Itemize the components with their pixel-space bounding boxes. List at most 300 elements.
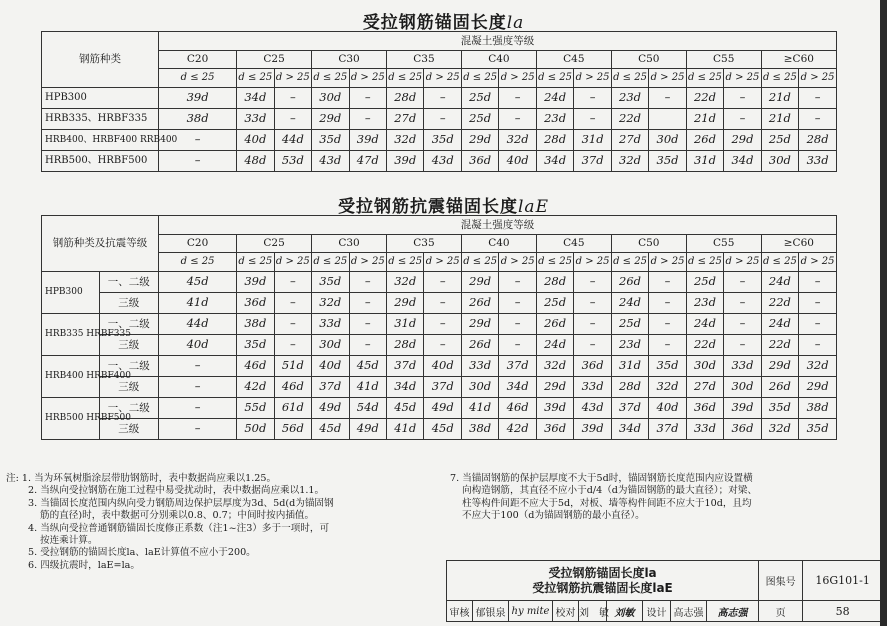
title-block-title: [447, 561, 759, 601]
t2-value-cell: –: [649, 272, 686, 293]
t2-value-cell: 39d: [237, 272, 274, 293]
t2-diameter-subheader: d ≤ 25: [611, 253, 648, 272]
t1-value-cell: 31d: [686, 151, 723, 172]
t1-value-cell: –: [799, 109, 837, 130]
t2-value-cell: 24d: [536, 335, 573, 356]
t2-value-cell: 26d: [461, 335, 498, 356]
t2-row: [42, 356, 837, 377]
t2-grade-header: C25: [237, 235, 312, 253]
t2-value-cell: 29d: [536, 377, 573, 398]
t2-seismic-level: 一、二级: [99, 398, 159, 419]
t2-value-cell: –: [724, 335, 761, 356]
t2-value-cell: 32d: [386, 272, 423, 293]
table-seismic-anchorage-length: [41, 215, 837, 440]
reviewer-name: 郁银泉: [473, 601, 509, 622]
t1-steel-type: HRB500、HRBF500: [42, 151, 159, 172]
t1-row: [42, 109, 837, 130]
design-label: 设计: [643, 601, 671, 622]
t1-diameter-subheader: d ≤ 25: [761, 69, 798, 88]
t2-value-cell: –: [499, 272, 536, 293]
title-block-line1: 受拉钢筋锚固长度la: [548, 565, 657, 580]
t2-value-cell: 55d: [237, 398, 274, 419]
t2-diameter-subheader: d ≤ 25: [386, 253, 423, 272]
t1-value-cell: –: [159, 151, 237, 172]
t1-diameter-subheader: d > 25: [274, 69, 311, 88]
t2-value-cell: 45d: [386, 398, 423, 419]
t1-value-cell: 21d: [686, 109, 723, 130]
t2-seismic-level: 三级: [99, 293, 159, 314]
t2-value-cell: 45d: [159, 272, 237, 293]
t2-value-cell: 35d: [649, 356, 686, 377]
t2-value-cell: 40d: [649, 398, 686, 419]
t2-value-cell: –: [274, 335, 311, 356]
t2-value-cell: 32d: [649, 377, 686, 398]
note-line: 注: 1. 当为环氧树脂涂层带肋钢筋时，表中数据尚应乘以1.25。: [6, 473, 277, 484]
t1-value-cell: 27d: [386, 109, 423, 130]
t1-concrete-grade-header: 混凝土强度等级: [159, 32, 837, 51]
t2-value-cell: 34d: [611, 419, 648, 440]
t1-value-cell: 31d: [574, 130, 611, 151]
t2-value-cell: 28d: [536, 272, 573, 293]
t1-grade-header: C30: [312, 51, 387, 69]
t2-value-cell: 41d: [461, 398, 498, 419]
t1-value-cell: –: [574, 88, 611, 109]
t2-row: [42, 419, 837, 440]
t2-value-cell: 25d: [686, 272, 723, 293]
t1-value-cell: 29d: [724, 130, 761, 151]
t1-value-cell: 30d: [649, 130, 686, 151]
table2-title-symbol: laE: [518, 197, 549, 217]
t2-value-cell: 37d: [424, 377, 461, 398]
t2-grade-header: C50: [611, 235, 686, 253]
t2-value-cell: 26d: [536, 314, 573, 335]
t2-value-cell: 33d: [686, 419, 723, 440]
t2-value-cell: 36d: [536, 419, 573, 440]
t1-grade-header: C25: [237, 51, 312, 69]
t2-value-cell: 30d: [461, 377, 498, 398]
t1-value-cell: 28d: [386, 88, 423, 109]
note-line: 2. 当纵向受拉钢筋在施工过程中易受扰动时，表中数据尚应乘以1.1。: [28, 485, 325, 497]
t2-grade-header: ≥C60: [761, 235, 836, 253]
note-line: 4. 当纵向受拉普通钢筋锚固长度修正系数（注1~注3）多于一项时，可: [28, 522, 330, 534]
t2-value-cell: –: [574, 272, 611, 293]
t1-value-cell: 53d: [274, 151, 311, 172]
note-line: 按连乘计算。: [40, 535, 98, 547]
t2-value-cell: 32d: [312, 293, 349, 314]
t2-grade-header: C30: [312, 235, 387, 253]
t1-value-cell: 34d: [536, 151, 573, 172]
t1-grade-header: C50: [611, 51, 686, 69]
t2-grade-header: C20: [159, 235, 237, 253]
t2-value-cell: –: [274, 293, 311, 314]
t2-value-cell: –: [424, 272, 461, 293]
t2-value-cell: –: [799, 272, 837, 293]
t2-diameter-subheader: d > 25: [724, 253, 761, 272]
t1-value-cell: 22d: [611, 109, 648, 130]
t2-value-cell: –: [799, 293, 837, 314]
t2-value-cell: 49d: [349, 419, 386, 440]
t1-value-cell: 34d: [724, 151, 761, 172]
t2-value-cell: –: [499, 335, 536, 356]
table1-title-symbol: la: [506, 13, 525, 33]
t2-grade-header: C55: [686, 235, 761, 253]
t1-value-cell: 43d: [424, 151, 461, 172]
t1-grade-header: C35: [386, 51, 461, 69]
t2-value-cell: 46d: [274, 377, 311, 398]
t2-value-cell: –: [349, 314, 386, 335]
t2-value-cell: 41d: [349, 377, 386, 398]
t1-value-cell: 30d: [312, 88, 349, 109]
note-line: 6. 四级抗震时，laE=la。: [28, 559, 140, 571]
t2-steel-group: HRB400 HRBF400: [42, 356, 100, 398]
t1-value-cell: 39d: [159, 88, 237, 109]
t2-value-cell: 30d: [686, 356, 723, 377]
t2-value-cell: 29d: [761, 356, 798, 377]
t2-value-cell: 22d: [761, 293, 798, 314]
t1-value-cell: 25d: [461, 88, 498, 109]
page-number: 58: [803, 601, 883, 622]
t1-diameter-subheader: d > 25: [574, 69, 611, 88]
t2-diameter-subheader: d > 25: [274, 253, 311, 272]
t2-value-cell: 32d: [799, 356, 837, 377]
t2-grade-header: C35: [386, 235, 461, 253]
note-line: 向构造钢筋，其直径不应小于d/4（d为锚固钢筋的最大直径）；对梁、: [462, 485, 758, 497]
t1-diameter-subheader: d ≤ 25: [461, 69, 498, 88]
t2-value-cell: 30d: [312, 335, 349, 356]
t1-diameter-subheader: d > 25: [349, 69, 386, 88]
t2-diameter-subheader: d ≤ 25: [312, 253, 349, 272]
t2-value-cell: –: [574, 293, 611, 314]
t2-value-cell: 31d: [611, 356, 648, 377]
t1-steel-type: HPB300: [42, 88, 159, 109]
t1-value-cell: –: [159, 130, 237, 151]
t2-value-cell: –: [424, 335, 461, 356]
t1-value-cell: –: [274, 109, 311, 130]
t2-value-cell: –: [799, 314, 837, 335]
t2-seismic-level: 三级: [99, 419, 159, 440]
t2-value-cell: 23d: [611, 335, 648, 356]
t2-value-cell: 39d: [536, 398, 573, 419]
t2-value-cell: 32d: [761, 419, 798, 440]
t1-diameter-subheader: d ≤ 25: [312, 69, 349, 88]
t1-diameter-subheader: d > 25: [724, 69, 761, 88]
table1-title-text: 受拉钢筋锚固长度: [362, 13, 507, 33]
t1-value-cell: –: [424, 88, 461, 109]
t2-diameter-subheader: d ≤ 25: [159, 253, 237, 272]
t2-value-cell: 30d: [724, 377, 761, 398]
t2-value-cell: 49d: [424, 398, 461, 419]
t1-value-cell: [649, 109, 686, 130]
t2-diameter-subheader: d ≤ 25: [461, 253, 498, 272]
t2-value-cell: 42d: [499, 419, 536, 440]
note-line: 3. 当锚固长度范围内纵向受力钢筋周边保护层厚度为3d、5d(d为锚固钢: [28, 497, 334, 509]
scan-edge: [880, 0, 887, 626]
t1-value-cell: 23d: [611, 88, 648, 109]
t2-value-cell: 27d: [686, 377, 723, 398]
table2-title-text: 受拉钢筋抗震锚固长度: [338, 197, 518, 217]
t2-value-cell: 56d: [274, 419, 311, 440]
t2-steel-group: HPB300: [42, 272, 100, 314]
t1-value-cell: 33d: [799, 151, 837, 172]
t2-value-cell: 28d: [611, 377, 648, 398]
t2-diameter-subheader: d > 25: [349, 253, 386, 272]
notes-left: [6, 473, 334, 572]
t2-value-cell: 44d: [159, 314, 237, 335]
t1-value-cell: 35d: [649, 151, 686, 172]
t1-value-cell: 39d: [386, 151, 423, 172]
t2-value-cell: –: [274, 272, 311, 293]
t2-value-cell: 49d: [312, 398, 349, 419]
t2-diameter-subheader: d > 25: [424, 253, 461, 272]
t2-diameter-subheader: d ≤ 25: [536, 253, 573, 272]
t2-seismic-level: 三级: [99, 377, 159, 398]
t2-value-cell: 61d: [274, 398, 311, 419]
t2-value-cell: 45d: [349, 356, 386, 377]
title-block: [446, 560, 882, 621]
t2-diameter-subheader: d > 25: [499, 253, 536, 272]
t2-diameter-subheader: d > 25: [649, 253, 686, 272]
t2-value-cell: 43d: [574, 398, 611, 419]
t2-type-header: 钢筋种类及抗震等级: [42, 216, 159, 272]
t1-diameter-subheader: d ≤ 25: [611, 69, 648, 88]
t1-value-cell: –: [499, 109, 536, 130]
t2-value-cell: 38d: [461, 419, 498, 440]
t1-diameter-subheader: d ≤ 25: [686, 69, 723, 88]
t2-value-cell: 45d: [424, 419, 461, 440]
t1-value-cell: 22d: [686, 88, 723, 109]
t1-steel-type: HRB335、HRBF335: [42, 109, 159, 130]
t1-diameter-subheader: d ≤ 25: [386, 69, 423, 88]
t2-row: [42, 398, 837, 419]
t1-value-cell: –: [499, 88, 536, 109]
designer-name: 高志强: [671, 601, 707, 622]
note-line: 筋的直径)时，表中数据可分别乘以0.8、0.7；中间时按内插值。: [40, 510, 315, 522]
check-label: 校对: [553, 601, 579, 622]
t2-value-cell: 36d: [686, 398, 723, 419]
t1-value-cell: 27d: [611, 130, 648, 151]
t2-value-cell: 36d: [574, 356, 611, 377]
t1-value-cell: 48d: [237, 151, 274, 172]
t2-value-cell: –: [499, 293, 536, 314]
t1-value-cell: –: [724, 109, 761, 130]
t2-diameter-subheader: d > 25: [799, 253, 837, 272]
t1-value-cell: –: [649, 88, 686, 109]
t2-value-cell: 22d: [761, 335, 798, 356]
t1-value-cell: –: [724, 88, 761, 109]
t2-value-cell: 54d: [349, 398, 386, 419]
t2-value-cell: 50d: [237, 419, 274, 440]
t2-value-cell: –: [274, 314, 311, 335]
t2-value-cell: 29d: [386, 293, 423, 314]
t2-value-cell: 32d: [536, 356, 573, 377]
t1-value-cell: 47d: [349, 151, 386, 172]
t1-grade-header: C55: [686, 51, 761, 69]
t1-value-cell: –: [274, 88, 311, 109]
t1-diameter-subheader: d ≤ 25: [536, 69, 573, 88]
t2-value-cell: –: [159, 419, 237, 440]
t2-value-cell: 35d: [312, 272, 349, 293]
t2-value-cell: 46d: [237, 356, 274, 377]
t1-value-cell: 44d: [274, 130, 311, 151]
page-label: 页: [759, 601, 803, 622]
t1-value-cell: 29d: [461, 130, 498, 151]
t2-value-cell: 37d: [649, 419, 686, 440]
t2-value-cell: 35d: [799, 419, 837, 440]
t2-value-cell: 41d: [386, 419, 423, 440]
t2-value-cell: 24d: [761, 272, 798, 293]
t2-value-cell: 39d: [574, 419, 611, 440]
t2-value-cell: 34d: [386, 377, 423, 398]
t2-value-cell: 25d: [536, 293, 573, 314]
note-line: 7. 当锚固钢筋的保护层厚度不大于5d时，锚固钢筋长度范围内应设置横: [450, 473, 753, 484]
checker-signature: 刘敏: [607, 601, 643, 622]
t1-diameter-subheader: d > 25: [799, 69, 837, 88]
t2-value-cell: –: [799, 335, 837, 356]
t2-row: [42, 377, 837, 398]
t2-grade-header: C45: [536, 235, 611, 253]
t2-value-cell: 39d: [724, 398, 761, 419]
t1-value-cell: 25d: [461, 109, 498, 130]
t1-value-cell: –: [349, 88, 386, 109]
t2-row: [42, 293, 837, 314]
t1-diameter-subheader: d > 25: [424, 69, 461, 88]
t2-value-cell: 22d: [686, 335, 723, 356]
t2-value-cell: 37d: [611, 398, 648, 419]
t2-value-cell: 29d: [461, 314, 498, 335]
t2-value-cell: –: [574, 314, 611, 335]
atlas-label: 图集号: [759, 561, 803, 601]
t2-value-cell: 51d: [274, 356, 311, 377]
t2-diameter-subheader: d ≤ 25: [761, 253, 798, 272]
title-block-line2: 受拉钢筋抗震锚固长度laE: [532, 580, 673, 595]
t2-diameter-subheader: d > 25: [574, 253, 611, 272]
t2-value-cell: –: [724, 314, 761, 335]
t1-value-cell: –: [349, 109, 386, 130]
t1-row: [42, 151, 837, 172]
t1-value-cell: 43d: [312, 151, 349, 172]
t2-value-cell: 37d: [499, 356, 536, 377]
t2-value-cell: 26d: [461, 293, 498, 314]
t1-value-cell: 21d: [761, 109, 798, 130]
t1-value-cell: 40d: [237, 130, 274, 151]
t2-value-cell: –: [649, 335, 686, 356]
t1-value-cell: 26d: [686, 130, 723, 151]
t2-diameter-subheader: d ≤ 25: [237, 253, 274, 272]
t2-value-cell: –: [159, 356, 237, 377]
t1-grade-header: ≥C60: [761, 51, 836, 69]
t2-value-cell: 33d: [574, 377, 611, 398]
t1-diameter-subheader: d ≤ 25: [159, 69, 237, 88]
t2-diameter-subheader: d ≤ 25: [686, 253, 723, 272]
t2-value-cell: 37d: [386, 356, 423, 377]
reviewer-signature: hy mite: [509, 601, 553, 622]
t2-value-cell: 36d: [237, 293, 274, 314]
t1-row: [42, 88, 837, 109]
t2-row: [42, 314, 837, 335]
t2-value-cell: 38d: [237, 314, 274, 335]
t1-value-cell: 25d: [761, 130, 798, 151]
t2-value-cell: 33d: [724, 356, 761, 377]
note-line: 5. 受拉钢筋的锚固长度la、laE计算值不应小于200。: [28, 547, 256, 559]
t2-value-cell: –: [724, 272, 761, 293]
t2-value-cell: 28d: [386, 335, 423, 356]
t2-value-cell: –: [349, 335, 386, 356]
t2-value-cell: 40d: [159, 335, 237, 356]
t2-value-cell: 24d: [611, 293, 648, 314]
t1-value-cell: 28d: [799, 130, 837, 151]
t2-value-cell: 34d: [499, 377, 536, 398]
t2-value-cell: –: [724, 293, 761, 314]
t1-value-cell: –: [574, 109, 611, 130]
t1-diameter-subheader: d > 25: [499, 69, 536, 88]
t2-row: [42, 272, 837, 293]
t1-value-cell: 34d: [237, 88, 274, 109]
t2-value-cell: 46d: [499, 398, 536, 419]
t1-value-cell: 32d: [611, 151, 648, 172]
t2-value-cell: –: [499, 314, 536, 335]
t1-steel-type: HRB400、HRBF400 RRB400: [42, 130, 159, 151]
t2-value-cell: 29d: [461, 272, 498, 293]
t1-value-cell: 30d: [761, 151, 798, 172]
t2-value-cell: 31d: [386, 314, 423, 335]
t1-value-cell: 32d: [386, 130, 423, 151]
t1-value-cell: –: [424, 109, 461, 130]
table-anchorage-length: [41, 31, 837, 172]
t2-concrete-grade-header: 混凝土强度等级: [159, 216, 837, 235]
t1-type-header: 钢筋种类: [42, 32, 159, 88]
checker-name: 刘 敏: [579, 601, 607, 622]
t1-row: [42, 130, 837, 151]
t1-value-cell: 40d: [499, 151, 536, 172]
review-label: 审核: [447, 601, 473, 622]
t2-value-cell: 40d: [424, 356, 461, 377]
t1-value-cell: 21d: [761, 88, 798, 109]
t2-value-cell: –: [159, 377, 237, 398]
t1-value-cell: 23d: [536, 109, 573, 130]
atlas-number: 16G101-1: [803, 561, 883, 601]
t1-value-cell: 35d: [312, 130, 349, 151]
t2-steel-group: HRB335 HRBF335: [42, 314, 100, 356]
t2-value-cell: 33d: [461, 356, 498, 377]
t1-value-cell: 39d: [349, 130, 386, 151]
t2-value-cell: –: [649, 314, 686, 335]
t2-value-cell: 29d: [799, 377, 837, 398]
t1-grade-header: C45: [536, 51, 611, 69]
t1-value-cell: 35d: [424, 130, 461, 151]
table1-title: [0, 8, 887, 33]
t2-value-cell: –: [424, 293, 461, 314]
t2-row: [42, 335, 837, 356]
t1-value-cell: 24d: [536, 88, 573, 109]
t2-value-cell: 38d: [799, 398, 837, 419]
t2-value-cell: –: [349, 293, 386, 314]
designer-signature: 高志强: [707, 601, 759, 622]
t2-value-cell: 35d: [761, 398, 798, 419]
note-line: 不应大于100（d为锚固钢筋的最小直径）。: [462, 510, 645, 522]
t1-value-cell: 33d: [237, 109, 274, 130]
t2-value-cell: 26d: [761, 377, 798, 398]
t2-seismic-level: 三级: [99, 335, 159, 356]
t2-value-cell: 40d: [312, 356, 349, 377]
t1-diameter-subheader: d > 25: [649, 69, 686, 88]
t2-seismic-level: 一、二级: [99, 272, 159, 293]
t2-value-cell: 42d: [237, 377, 274, 398]
t1-value-cell: 29d: [312, 109, 349, 130]
t2-value-cell: 23d: [686, 293, 723, 314]
t1-value-cell: 36d: [461, 151, 498, 172]
t2-grade-header: C40: [461, 235, 536, 253]
t2-value-cell: 41d: [159, 293, 237, 314]
